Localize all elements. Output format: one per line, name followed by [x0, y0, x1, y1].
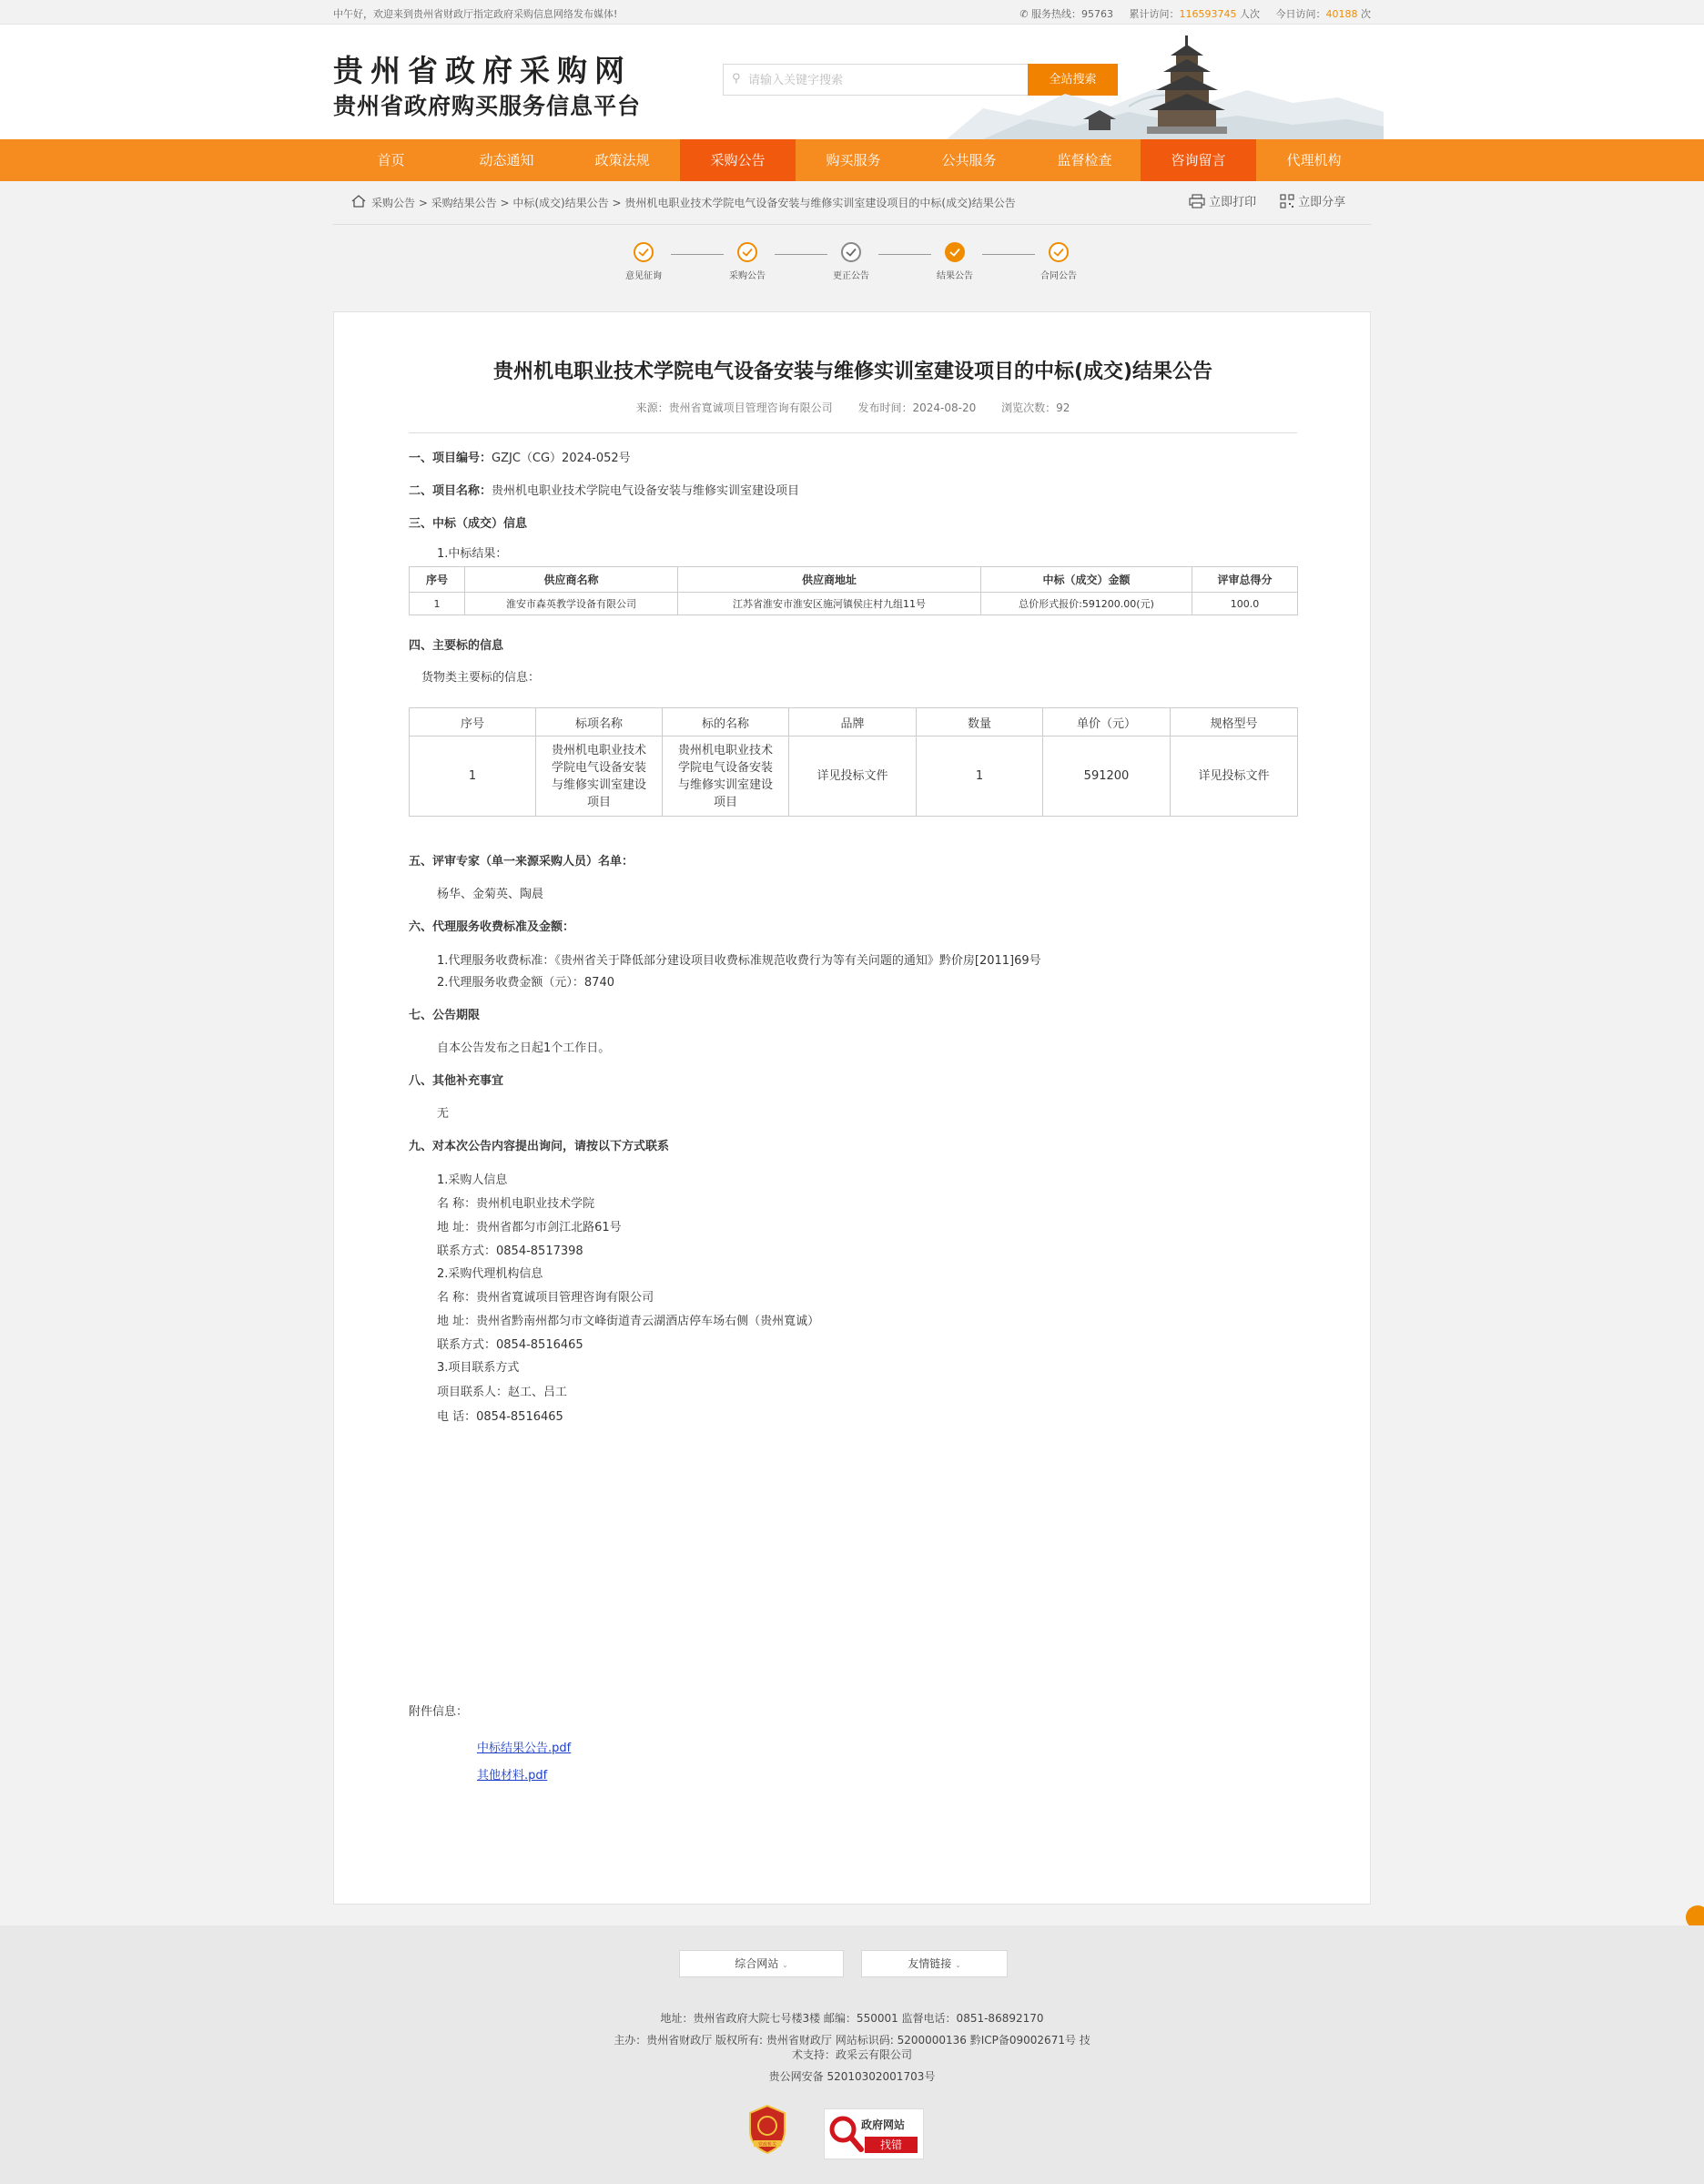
section-agency-fee: 六、代理服务收费标准及金额： — [409, 920, 575, 934]
phone-icon: ✆ — [1019, 8, 1029, 20]
pagoda-scenery-image — [947, 25, 1384, 139]
visit-stats: ✆ 服务热线：95763 累计访问：116593745 人次 今日访问：40188 次 — [1019, 8, 1371, 20]
table-header: 规格型号 — [1171, 708, 1298, 736]
site-search-button[interactable]: 全站搜索 — [1028, 64, 1118, 96]
search-icon: ⚲ — [732, 72, 741, 86]
breadcrumb-path[interactable]: 采购公告 > 采购结果公告 > 中标(成交)结果公告 > 贵州机电职业技术学院电气设备安装与维修实训室建设项目的中标(成交)结果公告 — [371, 197, 1016, 209]
step-consultation[interactable]: 意见征询 — [616, 239, 671, 281]
nav-home[interactable]: 首页 — [377, 152, 405, 168]
top-bar — [0, 0, 1704, 25]
article-views: 浏览次数：92 — [1001, 401, 1070, 414]
check-icon — [737, 242, 757, 262]
badge-text: 党政机关 — [757, 2142, 777, 2148]
award-result-label: 1.中标结果： — [437, 547, 508, 561]
contact-line: 1.采购人信息 — [437, 1173, 508, 1187]
table-header: 序号 — [410, 567, 465, 593]
party-government-badge[interactable] — [746, 2104, 788, 2155]
section-other-matters: 八、其他补充事宜 — [409, 1074, 504, 1088]
nav-supervision[interactable]: 监督检查 — [1057, 152, 1112, 168]
home-icon[interactable] — [351, 194, 366, 208]
section-main-items: 四、主要标的信息 — [409, 639, 504, 653]
contact-line: 名 称：贵州机电职业技术学院 — [437, 1197, 595, 1211]
attachment-link-result-pdf[interactable]: 中标结果公告.pdf — [477, 1742, 572, 1755]
magnifier-icon — [828, 2115, 865, 2155]
table-header: 品牌 — [789, 708, 917, 736]
qrcode-icon — [1280, 194, 1294, 208]
notice-progress-steps — [601, 239, 1111, 293]
table-header: 序号 — [410, 708, 536, 736]
nav-policy[interactable]: 政策法规 — [594, 152, 650, 168]
table-header: 单价（元） — [1043, 708, 1171, 736]
table-cell: 贵州机电职业技术学院电气设备安装与维修实训室建设项目 — [536, 736, 663, 817]
friendly-links-dropdown[interactable]: 友情链接 ⌄ — [861, 1950, 1008, 1977]
chevron-down-icon: ⌄ — [782, 1961, 788, 1969]
today-visits: 40188 — [1325, 8, 1358, 20]
main-nav — [0, 139, 1704, 181]
step-correction[interactable]: 更正公告 — [824, 239, 878, 281]
table-header: 供应商名称 — [465, 567, 678, 593]
divider — [409, 432, 1297, 433]
table-cell: 贵州机电职业技术学院电气设备安装与维修实训室建设项目 — [663, 736, 789, 817]
table-header: 标的名称 — [663, 708, 789, 736]
attachment-label: 附件信息： — [409, 1705, 469, 1719]
section-project-number: 一、项目编号：GZJC（CG）2024-052号 — [409, 452, 631, 465]
nav-public-service[interactable]: 公共服务 — [941, 152, 997, 168]
section-experts: 五、评审专家（单一来源采购人员）名单： — [409, 855, 634, 869]
table-cell: 1 — [410, 736, 536, 817]
site-footer — [0, 1925, 1704, 2184]
check-icon — [634, 242, 654, 262]
check-icon — [945, 242, 965, 262]
chevron-down-icon: ⌄ — [955, 1961, 961, 1969]
nav-purchase-service[interactable]: 购买服务 — [826, 152, 881, 168]
table-header: 评审总得分 — [1192, 567, 1298, 593]
other-matters-text: 无 — [437, 1107, 450, 1121]
print-button[interactable]: 立即打印 — [1189, 192, 1256, 209]
notice-period-text: 自本公告发布之日起1个工作日。 — [437, 1041, 611, 1055]
check-icon — [841, 242, 861, 262]
footer-police-record: 贵公网安备 52010302001703号 — [768, 2070, 936, 2083]
table-cell: 江苏省淮安市淮安区施河镇侯庄村九组11号 — [678, 593, 981, 615]
nav-news[interactable]: 动态通知 — [479, 152, 534, 168]
site-subtitle: 贵州省政府购买服务信息平台 — [333, 93, 642, 119]
table-row — [410, 593, 1298, 615]
article-panel — [333, 311, 1371, 1905]
step-connector — [878, 254, 931, 255]
table-header: 数量 — [917, 708, 1043, 736]
award-result-table — [409, 566, 1298, 615]
share-button[interactable]: 立即分享 — [1280, 192, 1345, 209]
article-date: 发布时间：2024-08-20 — [857, 401, 977, 414]
step-connector — [775, 254, 827, 255]
contact-line: 联系方式：0854-8516465 — [437, 1338, 583, 1352]
table-cell: 详见投标文件 — [1171, 736, 1298, 817]
goods-table — [409, 707, 1298, 817]
step-connector — [982, 254, 1035, 255]
nav-consultation[interactable]: 咨询留言 — [1141, 139, 1256, 181]
contact-line: 3.项目联系方式 — [437, 1361, 520, 1375]
table-cell: 591200 — [1043, 736, 1171, 817]
table-header-row — [410, 567, 1298, 593]
table-header: 供应商地址 — [678, 567, 981, 593]
table-cell: 总价形式报价:591200.00(元) — [981, 593, 1192, 615]
table-header: 中标（成交）金额 — [981, 567, 1192, 593]
check-icon — [1049, 242, 1069, 262]
contact-line: 地 址：贵州省都匀市剑江北路61号 — [437, 1221, 622, 1234]
table-header: 标项名称 — [536, 708, 663, 736]
contact-line: 电 话：0854-8516465 — [437, 1410, 563, 1424]
table-header-row — [410, 708, 1298, 736]
article-meta — [334, 400, 1372, 415]
badge-gov-site-text: 政府网站 — [861, 2118, 906, 2131]
hotline-number: 95763 — [1081, 8, 1114, 20]
table-row — [410, 736, 1298, 817]
contact-line: 2.采购代理机构信息 — [437, 1267, 543, 1281]
footer-address: 地址：贵州省政府大院七号楼3楼 邮编：550001 监督电话：0851-86892170 — [660, 2012, 1044, 2025]
step-procurement[interactable]: 采购公告 — [720, 239, 775, 281]
gov-site-error-report-badge[interactable] — [824, 2108, 924, 2159]
step-contract[interactable]: 合同公告 — [1031, 239, 1086, 281]
section-contact: 九、对本次公告内容提出询问，请按以下方式联系 — [409, 1140, 670, 1153]
article-title: 贵州机电职业技术学院电气设备安装与维修实训室建设项目的中标(成交)结果公告 — [492, 361, 1213, 383]
table-cell: 淮安市森英教学设备有限公司 — [465, 593, 678, 615]
contact-line: 联系方式：0854-8517398 — [437, 1244, 583, 1258]
fee-standard: 1.代理服务收费标准：《贵州省关于降低部分建设项目收费标准规范收费行为等有关问题的通知》黔价房[2011]69号 — [437, 954, 1041, 968]
section-project-name: 二、项目名称：贵州机电职业技术学院电气设备安装与维修实训室建设项目 — [409, 484, 800, 498]
expert-names: 杨华、金菊英、陶晨 — [437, 888, 544, 901]
step-connector — [671, 254, 724, 255]
attachment-link-other-pdf[interactable]: 其他材料.pdf — [477, 1769, 548, 1783]
section-award-info: 三、中标（成交）信息 — [409, 517, 528, 531]
nav-agency[interactable]: 代理机构 — [1286, 152, 1342, 168]
footer-tech-support: 术支持：政采云有限公司 — [791, 2048, 912, 2061]
site-header — [0, 25, 1704, 139]
badge-find-error-text: 找错 — [865, 2137, 918, 2153]
nav-procurement-notice[interactable]: 采购公告 — [680, 139, 796, 181]
contact-line: 项目联系人：赵工、吕工 — [437, 1386, 568, 1399]
welcome-text: 中午好，欢迎来到贵州省财政厅指定政府采购信息网络发布媒体! — [333, 8, 618, 20]
article-source: 来源：贵州省寬诚项目管理咨询有限公司 — [635, 401, 833, 414]
table-cell: 详见投标文件 — [789, 736, 917, 817]
contact-line: 名 称：贵州省寬诚项目管理咨询有限公司 — [437, 1291, 654, 1305]
site-title[interactable]: 贵州省政府采购网 — [333, 53, 632, 88]
fee-amount: 2.代理服务收费金额（元）：8740 — [437, 976, 614, 990]
comprehensive-site-dropdown[interactable]: 综合网站 ⌄ — [679, 1950, 844, 1977]
contact-line: 地 址：贵州省黔南州都匀市文峰街道青云湖酒店停车场右侧（贵州寬诚） — [437, 1315, 820, 1328]
section-notice-period: 七、公告期限 — [409, 1009, 481, 1022]
footer-copyright: 主办：贵州省财政厅 版权所有: 贵州省财政厅 网站标识码: 5200000136 黔ICP备09002671号 技 — [614, 2034, 1090, 2047]
printer-icon — [1189, 194, 1205, 208]
table-cell: 1 — [917, 736, 1043, 817]
total-visits: 116593745 — [1179, 8, 1237, 20]
breadcrumb — [333, 181, 1371, 225]
table-cell: 1 — [410, 593, 465, 615]
step-result[interactable]: 结果公告 — [928, 239, 982, 281]
goods-info-label: 货物类主要标的信息： — [421, 671, 541, 685]
table-cell: 100.0 — [1192, 593, 1298, 615]
